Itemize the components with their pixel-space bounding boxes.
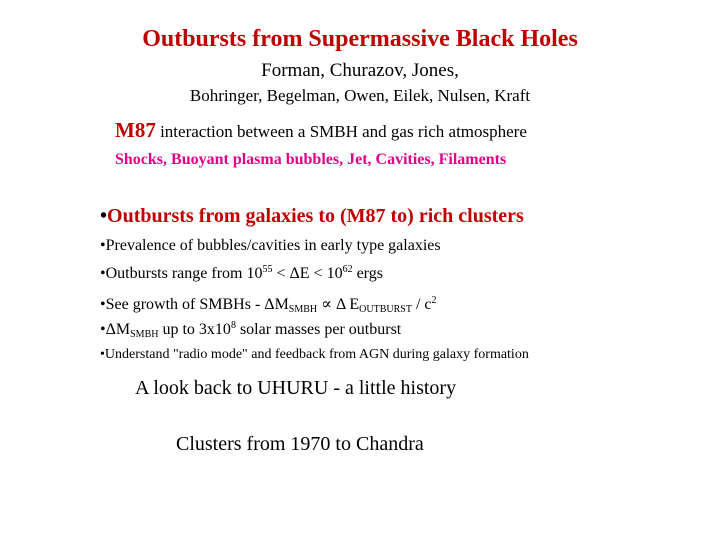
bullet-text: See growth of SMBHs - ΔM [105, 296, 289, 313]
bullet-outbursts [100, 205, 524, 228]
m87-label: M87 [115, 118, 156, 142]
authors-line-1: Forman, Churazov, Jones, [261, 60, 459, 81]
slide-title: Outbursts from Supermassive Black Holes [142, 26, 578, 52]
exponent: 62 [342, 264, 353, 275]
bullet-mass-per-outburst [100, 321, 401, 339]
bullet-dot: • [100, 296, 106, 313]
topics-line: Shocks, Buoyant plasma bubbles, Jet, Cavities, Filaments [115, 151, 507, 168]
bullet-dot: • [100, 237, 106, 254]
bullet-energy-range [100, 265, 383, 283]
bullet-text: Prevalence of bubbles/cavities in early type galaxies [105, 237, 441, 254]
m87-text: interaction between a SMBH and gas rich atmosphere [155, 122, 527, 141]
exponent: 2 [431, 295, 437, 306]
bullet-dot: • [100, 347, 105, 362]
m87-line [115, 118, 527, 143]
exponent: 55 [262, 264, 273, 275]
bullet-text: ergs [352, 265, 383, 282]
bullet-text: solar masses per outburst [235, 321, 402, 338]
bullet-text: < ΔE < 10 [272, 265, 343, 282]
bullet-text: ΔM [105, 321, 131, 338]
subscript: SMBH [288, 304, 318, 315]
bullet-text: Outbursts from galaxies to (M87 to) rich clusters [107, 205, 524, 227]
bullet-prevalence [100, 237, 441, 255]
bullet-text: ∝ Δ E [317, 296, 360, 313]
bullet-text: up to 3x10 [158, 321, 231, 338]
bullet-smbh-growth [100, 294, 437, 314]
bullet-text: Understand "radio mode" and feedback from AGN during galaxy formation [104, 347, 529, 362]
bullet-dot: • [100, 265, 106, 282]
bullet-dot: • [100, 321, 106, 338]
clusters-heading: Clusters from 1970 to Chandra [176, 433, 424, 455]
authors-line-2: Bohringer, Begelman, Owen, Eilek, Nulsen, Kraft [189, 86, 531, 105]
subscript: OUTBURST [359, 304, 412, 315]
bullet-dot: • [100, 205, 108, 227]
bullet-text: Outbursts range from 10 [105, 265, 263, 282]
subscript: SMBH [130, 329, 159, 340]
bullet-radio-mode [100, 347, 529, 363]
look-back-heading: A look back to UHURU - a little history [135, 377, 457, 399]
exponent: 8 [230, 320, 236, 331]
bullet-text: / c [411, 296, 432, 313]
